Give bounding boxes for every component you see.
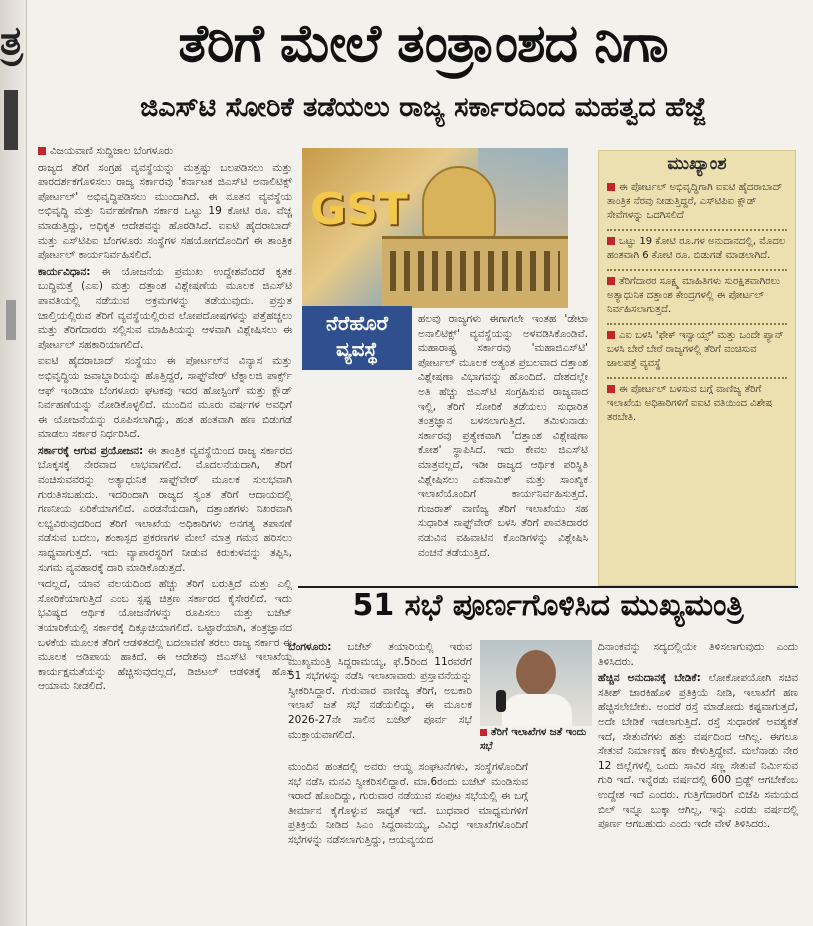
highlight-item: ತೆರಿಗೆದಾರರ ಸೂಕ್ಷ್ಮ ಮಾಹಿತಿಗಳು ಸುರಕ್ಷಿತವಾಗಿರಲು ಅತ್ಯಾಧುನಿಕ ದತ್ತಾಂಶ ಕೇಂದ್ರಗಳಲ್ಲಿ ಈ ಪೋರ್ಟಲ್ ನಿರ್ವಹಿಸಲಾಗುತ್ತದೆ.: [607, 271, 787, 325]
subheading: ಕಾರ್ಯವಿಧಾನ:: [38, 265, 91, 278]
paragraph: ಇದಲ್ಲದೆ, ಯಾವ ವಲಯದಿಂದ ಹೆಚ್ಚು ತೆರಿಗೆ ಬರುತ್ತಿದೆ ಮತ್ತು ಎಲ್ಲಿ ಸೋರಿಕೆಯಾಗುತ್ತಿದೆ ಎಂಬ ಸ್ಪಷ್ಟ ಚಿತ್ರಣ ಸರ್ಕಾರದ ಕೈಸೇರಲಿದೆ. ಇದು ಭವಿಷ್ಯದ ಆರ್ಥಿಕ ಯೋಜನೆಗಳನ್ನು ರೂಪಿಸಲು ಮತ್ತು ಬಜೆಟ್ ತಯಾರಿಕೆಯಲ್ಲಿ ಸರ್ಕಾರಕ್ಕೆ ದಿಕ್ಸೂಚಿಯಾಗಲಿದೆ. ಒಟ್ಟಾರೆಯಾಗಿ, ತಂತ್ರಜ್ಞಾನದ ಬಳಕೆಯ ಮೂಲಕ ತೆರಿಗೆ ಆಡಳಿತದಲ್ಲಿ ಬದಲಾವಣೆ ತರಲು ರಾಜ್ಯ ಸರ್ಕಾರ ಈ ಮೂಲಕ ಅಡಿಪಾಯ ಹಾಕಿದೆ. ಈ ಆದೇಶವು ಜಿಎಸ್‌ಟಿ ಇಲಾಖೆಯ ಕಾರ್ಯಕ್ಷಮತೆಯನ್ನು ಹೆಚ್ಚಿಸುವುದಲ್ಲದೆ, ಡಿಜಿಟಲ್ ಆಡಳಿತಕ್ಕೆ ಹೊಸ ಆಯಾಮ ನೀಡಲಿದೆ.: [38, 578, 292, 693]
dome-graphic: [422, 166, 496, 240]
highlight-item: ಈ ಪೋರ್ಟಲ್ ಬಳಸುವ ಬಗ್ಗೆ ವಾಣಿಜ್ಯ ತೆರಿಗೆ ಇಲಾಖೆಯ ಅಧಿಕಾರಿಗಳಿಗೆ ಐಐಟಿ ವತಿಯಿಂದ ವಿಶೇಷ ತರಬೇತಿ.: [607, 384, 773, 423]
highlight-item: ಈ ಪೋರ್ಟಲ್ ಅಭಿವೃದ್ಧಿಗಾಗಿ ಐಐಟಿ ಹೈದರಾಬಾದ್ ತಾಂತ್ರಿಕ ನೆರವು ನೀಡುತ್ತಿದ್ದರೆ, ಎಸ್‌ಟಿಪಿಐ ಕ್ಲೌಡ್ ಸೇವೆಗಳನ್ನು ಒದಗಿಸಲಿದೆ: [607, 177, 787, 231]
portrait-body: [502, 694, 572, 726]
caption-bullet-icon: [480, 729, 487, 736]
article-left-column: [38, 144, 292, 914]
microphone-icon: [496, 690, 506, 712]
bullet-icon: [607, 277, 615, 285]
story2-column-3: [598, 640, 798, 920]
adjacent-headline-fragment: ತ್ರ: [0, 18, 23, 64]
bullet-icon: [607, 331, 615, 339]
neighbour-system-tag: ನೆರೆಹೊರೆ ವ್ಯವಸ್ಥೆ: [302, 306, 412, 370]
chief-minister-photo: [480, 640, 592, 726]
highlights-box: [598, 150, 796, 586]
paragraph: ದಿನಾಂಕವನ್ನು ಸದ್ಯದಲ್ಲಿಯೇ ತಿಳಿಸಲಾಗುವುದು ಎಂದು ತಿಳಿಸಿದರು.: [598, 641, 798, 668]
paragraph: ಮುಂದಿನ ಹಂತದಲ್ಲಿ ಅವರು ಆಯ್ದ ಸಂಘಟನೆಗಳು, ಸಂಸ್ಥೆಗಳೊಂದಿಗೆ ಸಭೆ ನಡೆಸಿ ಮನವಿ ಸ್ವೀಕರಿಸಲಿದ್ದಾರೆ. ಮಾ.6ರಂದು ಬಜೆಟ್ ಮಂಡಿಸುವ ಇರಾದೆ ಹೊಂದಿದ್ದು, ಗುರುವಾರ ನಡೆಯುವ ಸಂಪುಟ ಸಭೆಯಲ್ಲಿ ಈ ಬಗ್ಗೆ ತೀರ್ಮಾನ ಕೈಗೊಳ್ಳುವ ಸಾಧ್ಯತೆ ಇದೆ. ಬುಧವಾರ ಮಾಧ್ಯಮಗಳಿಗೆ ಪ್ರತಿಕ್ರಿಯೆ ನೀಡಿದ ಸಿಎಂ ಸಿದ್ದರಾಮಯ್ಯ, ವಿವಿಧ ಇಲಾಖೆಗಳೊಂದಿಗೆ ಸಭೆಗಳನ್ನು ನಡೆಸಲಾಗುತ್ತಿದ್ದು, ಆಯವ್ಯಯದ: [288, 761, 528, 846]
paragraph: ಹಲವು ರಾಜ್ಯಗಳು ಈಗಾಗಲೇ ಇಂತಹ 'ಡೇಟಾ ಅನಾಲಿಟಿಕ್ಸ್' ವ್ಯವಸ್ಥೆಯನ್ನು ಅಳವಡಿಸಿಕೊಂಡಿವೆ. ಮಹಾರಾಷ್ಟ್ರ ಸರ್ಕಾರವು 'ಮಹಾಜಿಎಸ್‌ಟಿ' ಪೋರ್ಟಲ್ ಮೂಲಕ ಅತ್ಯಂತ ಪ್ರಬಲವಾದ ದತ್ತಾಂಶ ವಿಶ್ಲೇಷಣಾ ವಿಭಾಗವನ್ನು ಹೊಂದಿದೆ. ದೇಶದಲ್ಲೇ ಅತಿ ಹೆಚ್ಚು ಜಿಎಸ್‌ಟಿ ಸಂಗ್ರಹಿಸುವ ರಾಜ್ಯವಾದ ಇಲ್ಲಿ, ತೆರಿಗೆ ಸೋರಿಕೆ ತಡೆಯಲು ಸುಧಾರಿತ ತಂತ್ರಜ್ಞಾನ ಬಳಸಲಾಗುತ್ತಿದೆ. ತಮಿಳುನಾಡು ಸರ್ಕಾರವು ಪ್ರತ್ಯೇಕವಾಗಿ 'ದತ್ತಾಂಶ ವಿಶ್ಲೇಷಣಾ ಕೋಶ' ಸ್ಥಾಪಿಸಿದೆ. ಇದು ಕೇವಲ ಜಿಎಸ್‌ಟಿ ಮಾತ್ರವಲ್ಲದೆ, ಇಡೀ ರಾಜ್ಯದ ಆರ್ಥಿಕ ಪರಿಸ್ಥಿತಿ ವಿಶ್ಲೇಷಿಸಲು ಎಕನಾಮಿಕ್ ಮತ್ತು ಸಾಂಖ್ಯಿಕ ಇಲಾಖೆಯೊಂದಿಗೆ ಕಾರ್ಯನಿರ್ವಹಿಸುತ್ತದೆ. ಗುಜರಾತ್ ವಾಣಿಜ್ಯ ತೆರಿಗೆ ಇಲಾಖೆಯು ಸಹ ಸುಧಾರಿತ ಸಾಫ್ಟ್‌ವೇರ್ ಬಳಸಿ ತೆರಿಗೆ ಪಾವತಿದಾರರ ನಡುವಿನ ವಹಿವಾಟಿನ ಕೊಂಡಿಗಳನ್ನು ವಿಶ್ಲೇಷಿಸಿ ವಂಚನೆ ತಡೆಯುತ್ತಿದೆ.: [418, 313, 588, 559]
highlights-title: ಮುಖ್ಯಾಂಶ: [667, 154, 727, 174]
sub-headline: ಜಿಎಸ್‌ಟಿ ಸೋರಿಕೆ ತಡೆಯಲು ರಾಜ್ಯ ಸರ್ಕಾರದಿಂದ ಮಹತ್ವದ ಹೆಜ್ಜೆ: [140, 92, 706, 123]
subheading: ಹೆಚ್ಚಿನ ಅನುದಾನಕ್ಕೆ ಬೇಡಿಕೆ:: [598, 672, 701, 685]
bullet-icon: [607, 183, 615, 191]
paragraph: ರಾಜ್ಯದ ತೆರಿಗೆ ಸಂಗ್ರಹ ವ್ಯವಸ್ಥೆಯನ್ನು ಮತ್ತಷ್ಟು ಬಲಪಡಿಸಲು ಮತ್ತು ಪಾರದರ್ಶಕಗೊಳಿಸಲು ರಾಜ್ಯ ಸರ್ಕಾರವು 'ಕರ್ನಾಟಕ ಜಿಎಸ್‌ಟಿ ಅನಾಲಿಟಿಕ್ಸ್ ಪೋರ್ಟಲ್' ಅಭಿವೃದ್ಧಿಪಡಿಸಲು ಮುಂದಾಗಿದೆ. ಈ ನೂತನ ವ್ಯವಸ್ಥೆಯ ಅಭಿವೃದ್ಧಿ ಮತ್ತು ನಿರ್ವಹಣೆಗಾಗಿ ಸರ್ಕಾರ ಒಟ್ಟು 19 ಕೋಟಿ ರೂ. ವೆಚ್ಚ ಮಾಡುತ್ತಿದ್ದು, ಅಧಿಕೃತ ಆದೇಶವನ್ನು ಹೊರಡಿಸಿದೆ. ಐಐಟಿ ಹೈದರಾಬಾದ್ ಮತ್ತು ಎಸ್‌ಟಿಪಿಐ ಬೆಂಗಳೂರು ಸಂಸ್ಥೆಗಳ ಸಹಯೋಗದೊಂದಿಗೆ ಈ ತಾಂತ್ರಿಕ ಪೋರ್ಟಲ್ ಕಾರ್ಯನಿರ್ವಹಿಸಲಿದೆ.: [38, 161, 292, 262]
adjacent-photo-fragment: [4, 90, 18, 150]
dateline: ವಿಜಯವಾಣಿ ಸುದ್ದಿಜಾಲ ಬೆಂಗಳೂರು: [38, 144, 292, 159]
paragraph: ಬೆಂಗಳೂರು: ಬಜೆಟ್ ತಯಾರಿಯಲ್ಲಿ ಇರುವ ಮುಖ್ಯಮಂತ್ರಿ ಸಿದ್ದರಾಮಯ್ಯ, ಫೆ.5ರಿಂದ 11ರವರೆಗೆ 51 ಸಭೆಗಳನ್ನು ನಡೆಸಿ ಇಲಾಖಾವಾರು ಪ್ರಸ್ತಾವನೆಯನ್ನು ಸ್ವೀಕರಿಸಿದ್ದಾರೆ. ಗುರುವಾರ ವಾಣಿಜ್ಯ ತೆರಿಗೆ, ಅಬಕಾರಿ ಇಲಾಖೆ ಜತೆ ಸಭೆ ನಡೆಯಲಿದ್ದು, ಈ ಮೂಲಕ 2026-27ನೇ ಸಾಲಿನ ಬಜೆಟ್ ಪೂರ್ವ ಸಭೆ ಮುಕ್ತಾಯವಾಗಲಿದೆ.: [288, 641, 472, 741]
paragraph: ಕಾರ್ಯವಿಧಾನ: ಈ ಯೋಜನೆಯ ಪ್ರಮುಖ ಉದ್ದೇಶವೆಂದರೆ ಕೃತಕ ಬುದ್ಧಿಮತ್ತೆ (ಎಐ) ಮತ್ತು ದತ್ತಾಂಶ ವಿಶ್ಲೇಷಣೆಯ ಮೂಲಕ ಜಿಎಸ್‌ಟಿ ಪಾವತಿಯಲ್ಲಿ ನಡೆಯುವ ಅಕ್ರಮಗಳನ್ನು ತಡೆಯುವುದು. ಪ್ರಸ್ತುತ ಚಾಲ್ತಿಯಲ್ಲಿರುವ ತೆರಿಗೆ ವ್ಯವಸ್ಥೆಯಲ್ಲಿರುವ ಲೋಪದೋಷಗಳನ್ನು ಪತ್ತೆಹಚ್ಚಲು ಮತ್ತು ತೆರಿಗೆದಾರರು ಸಲ್ಲಿಸುವ ಮಾಹಿತಿಯನ್ನು ಆಳವಾಗಿ ವಿಶ್ಲೇಷಿಸಲು ಈ ಪೋರ್ಟಲ್ ಸಹಕಾರಿಯಾಗಲಿದೆ.: [38, 265, 292, 351]
paragraph: ಸರ್ಕಾರಕ್ಕೆ ಆಗುವ ಪ್ರಯೋಜನ: ಈ ತಾಂತ್ರಿಕ ವ್ಯವಸ್ಥೆಯಿಂದ ರಾಜ್ಯ ಸರ್ಕಾರದ ಬೊಕ್ಕಸಕ್ಕೆ ನೇರವಾದ ಲಾಭವಾಗಲಿದೆ. ಮೊದಲನೆಯದಾಗಿ, ತೆರಿಗೆ ವಂಚಿಸುವವರನ್ನು ಅತ್ಯಾಧುನಿಕ ಸಾಫ್ಟ್‌ವೇರ್ ಮೂಲಕ ಸುಲಭವಾಗಿ ಗುರುತಿಸಬಹುದು. ಇದರಿಂದಾಗಿ ರಾಜ್ಯದ ಸ್ವಂತ ತೆರಿಗೆ ಆದಾಯದಲ್ಲಿ ಗಣನೀಯ ಏರಿಕೆಯಾಗಲಿದೆ. ಎರಡನೆಯದಾಗಿ, ದತ್ತಾಂಶಗಳು ನಿಖರವಾಗಿ ಲಭ್ಯವಿರುವುದರಿಂದ ತೆರಿಗೆ ಇಲಾಖೆಯ ಅಧಿಕಾರಿಗಳು ಅನಗತ್ಯ ತಪಾಸಣೆ ನಡೆಸುವ ಬದಲು, ಶಂಕಾಸ್ಪದ ಪ್ರಕರಣಗಳ ಮೇಲೆ ಮಾತ್ರ ಗಮನ ಹರಿಸಲು ಸಾಧ್ಯವಾಗುತ್ತದೆ. ಇದು ವ್ಯಾಪಾರಸ್ಥರಿಗೆ ನೀಡುವ ಕಿರುಕುಳವನ್ನು ತಪ್ಪಿಸಿ, ಸುಗಮ ವ್ಯವಹಾರಕ್ಕೆ ದಾರಿ ಮಾಡಿಕೊಡುತ್ತದೆ.: [38, 444, 292, 574]
paragraph: ಹೆಚ್ಚಿನ ಅನುದಾನಕ್ಕೆ ಬೇಡಿಕೆ: ಲೋಕೋಪಯೋಗಿ ಸಚಿವ ಸತೀಶ್ ಜಾರಕಿಹೊಳಿ ಪ್ರತಿಕ್ರಿಯೆ ನೀಡಿ, ಇಲಾಖೆಗೆ ಹಣ ಹೆಚ್ಚಿಸಲೇಬೇಕು. ಅಂದರೆ ರಸ್ತೆ ಮಾಡೋದು ಕಷ್ಟವಾಗುತ್ತದೆ, ಅದೇ ಬೇಡಿಕೆ ಇಡಲಾಗುತ್ತಿದೆ. ರಸ್ತೆ ಸುಧಾರಣೆ ಅವಶ್ಯಕತೆ ಇದೆ, ಸೇತುವೆಗಳು ಹತ್ತು ವರ್ಷದಿಂದ ಆಗಿಲ್ಲ. ಈಗಲೂ ಸೇತುವೆ ನಿರ್ಮಾಣಕ್ಕೆ ಹಣ ಕೇಳುತ್ತಿದ್ದೇವೆ. ಮಲೆನಾಡು ನೇರ 12 ಜಿಲ್ಲೆಗಳಲ್ಲಿ ಒಂದು ಸಾವಿರ ಸಣ್ಣ ಸೇತುವೆ ನಿರ್ಮಿಸುವ ಗುರಿ ಇದೆ. ಇನ್ನೆರಡು ವರ್ಷದಲ್ಲಿ 600 ಬ್ರಿಡ್ಜ್ ಆಗಬೇಕೆಂಬ ಉದ್ದೇಶ ಇದೆ ಎಂದರು. ಗುತ್ತಿಗೆದಾರರಿಗೆ ಬಿಜೆಪಿ ಸಮಯದ ಬಿಲ್ ಇನ್ನೂ ಬುಕ್ಕಾ ಆಗಿಲ್ಲ, ಇನ್ನು ಎರಡು ವರ್ಷದಲ್ಲಿ ಪೂರ್ಣ ಆಗಬಹುದು ಎಂದು ಇದೇ ವೇಳೆ ತಿಳಿಸಿದರು.: [598, 672, 798, 831]
highlight-item: ಎಐ ಬಳಸಿ 'ಫೇಕ್ ಇನ್ವಾಯ್ಸ್' ಮತ್ತು ಒಂದೇ ಪ್ಯಾನ್ ಬಳಸಿ ಬೇರೆ ಬೇರೆ ರಾಜ್ಯಗಳಲ್ಲಿ ತೆರಿಗೆ ವಂಚಿಸುವ ಜಾಲಪತ್ತೆ ವ್ಯವಸ್ಥೆ: [607, 325, 787, 379]
building-graphic: [382, 236, 568, 308]
highlights-list: [599, 177, 795, 431]
adjacent-graphic-fragment: [6, 300, 16, 340]
portrait-head: [516, 650, 556, 696]
highlight-item: ಒಟ್ಟು 19 ಕೋಟಿ ರೂ.ಗಳ ಅನುದಾನದಲ್ಲಿ, ಮೊದಲ ಹಂತವಾಗಿ 6 ಕೋಟಿ ರೂ. ಬಿಡುಗಡೆ ಮಾಡಲಾಗಿದೆ.: [607, 231, 787, 271]
story2-column-1: [288, 640, 472, 748]
dateline-bullet-icon: [38, 147, 46, 155]
article-middle-column: [306, 312, 588, 588]
story2-headline: 51 ಸಭೆ ಪೂರ್ಣಗೊಳಿಸಿದ ಮುಖ್ಯಮಂತ್ರಿ: [352, 588, 744, 623]
gst-vidhana-soudha-photo: [302, 148, 568, 308]
photo-caption: ತೆರಿಗೆ ಇಲಾಖೆಗಳ ಜತೆ ಇಂದು ಸಭೆ: [480, 727, 587, 752]
dateline: ಬೆಂಗಳೂರು:: [288, 641, 332, 653]
subheading: ಸರ್ಕಾರಕ್ಕೆ ಆಗುವ ಪ್ರಯೋಜನ:: [38, 444, 144, 457]
bullet-icon: [607, 237, 615, 245]
adjacent-page-strip: [0, 0, 27, 926]
main-headline: ತೆರಿಗೆ ಮೇಲೆ ತಂತ್ರಾಂಶದ ನಿಗಾ: [178, 14, 668, 74]
paragraph: ಐಐಟಿ ಹೈದರಾಬಾದ್ ಸಂಸ್ಥೆಯು ಈ ಪೋರ್ಟಲ್‌ನ ವಿನ್ಯಾಸ ಮತ್ತು ಅಭಿವೃದ್ಧಿಯ ಜವಾಬ್ದಾರಿಯನ್ನು ಹೊತ್ತಿದ್ದರೆ, ಸಾಫ್ಟ್‌ವೇರ್ ಟೆಕ್ನಾಲಜಿ ಪಾರ್ಕ್ಸ್ ಆಫ್ ಇಂಡಿಯಾ ಬೆಂಗಳೂರು ಘಟಕವು ಇದರ ಹೋಸ್ಟಿಂಗ್ ಮತ್ತು ಕ್ಲೌಡ್ ನಿರ್ವಹಣೆಯನ್ನು ನೋಡಿಕೊಳ್ಳಲಿದೆ. ಮುಂದಿನ ಮೂರು ವರ್ಷಗಳ ಅವಧಿಗೆ ಈ ಯೋಜನೆಯನ್ನು ರೂಪಿಸಲಾಗಿದ್ದು, ಹಂತ ಹಂತವಾಗಿ ಹಣ ಬಿಡುಗಡೆ ಮಾಡಲು ಸರ್ಕಾರ ನಿರ್ಧರಿಸಿದೆ.: [38, 355, 292, 441]
gst-logo: GST: [310, 184, 408, 235]
bullet-icon: [607, 385, 615, 393]
story2-column-2: [288, 760, 528, 920]
